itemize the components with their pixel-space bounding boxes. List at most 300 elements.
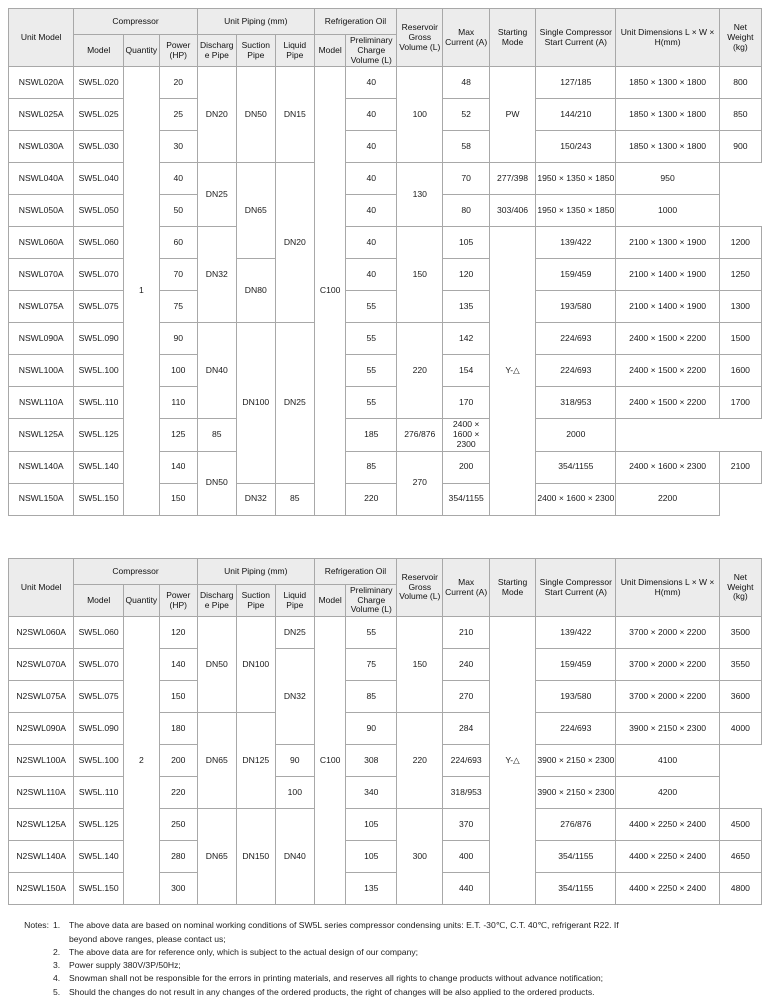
cell-unit-model: N2SWL140A bbox=[9, 841, 74, 873]
header-refrigeration-oil: Refrigeration Oil bbox=[314, 9, 396, 35]
cell-reservoir: 150 bbox=[397, 617, 443, 713]
cell-dimensions: 4400 × 2250 × 2400 bbox=[616, 809, 719, 841]
cell-unit-model: NSWL020A bbox=[9, 67, 74, 99]
cell-power: 90 bbox=[159, 323, 197, 355]
cell-dimensions: 1950 × 1350 × 1850 bbox=[536, 195, 616, 227]
cell-unit-model: NSWL030A bbox=[9, 131, 74, 163]
cell-compressor-model: SW5L.150 bbox=[74, 873, 124, 905]
table-row bbox=[9, 681, 762, 713]
table-row bbox=[9, 99, 762, 131]
cell-unit-model: NSWL050A bbox=[9, 195, 74, 227]
cell-unit-model: N2SWL070A bbox=[9, 649, 74, 681]
cell-start-current: 150/243 bbox=[536, 131, 616, 163]
header-reservoir-gross-volume: Reservoir Gross Volume (L) bbox=[397, 9, 443, 67]
cell-oil-volume: 55 bbox=[346, 355, 397, 387]
note-text: Should the changes do not result in any changes of the ordered products, the right of changes will be also applied to the ordered products. bbox=[69, 986, 595, 997]
cell-discharge-pipe: DN50 bbox=[197, 617, 236, 713]
cell-net-weight: 1200 bbox=[719, 227, 761, 259]
table-row bbox=[9, 67, 762, 99]
cell-discharge-pipe: DN65 bbox=[197, 713, 236, 809]
cell-compressor-model: SW5L.070 bbox=[74, 259, 124, 291]
cell-quantity: 2 bbox=[123, 617, 159, 905]
cell-start-current: 159/459 bbox=[536, 259, 616, 291]
cell-compressor-model: SW5L.090 bbox=[74, 323, 124, 355]
cell-unit-model: NSWL100A bbox=[9, 355, 74, 387]
note-continuation: beyond above ranges, please contact us; bbox=[69, 933, 226, 944]
cell-power: 300 bbox=[159, 873, 197, 905]
cell-oil-volume: 105 bbox=[346, 841, 397, 873]
cell-start-current: 276/876 bbox=[536, 809, 616, 841]
cell-unit-model: N2SWL100A bbox=[9, 745, 74, 777]
notes-block bbox=[13, 919, 757, 999]
note-text: Snowman shall not be responsible for the errors in printing materials, and reserves all rights to change products without advance notification; bbox=[69, 973, 604, 984]
cell-oil-volume: 55 bbox=[346, 323, 397, 355]
header-unit-model: Unit Model bbox=[9, 9, 74, 67]
cell-compressor-model: SW5L.025 bbox=[74, 99, 124, 131]
cell-max-current: 170 bbox=[443, 387, 489, 419]
cell-unit-model: NSWL060A bbox=[9, 227, 74, 259]
cell-starting-mode: PW bbox=[489, 67, 535, 163]
cell-liquid-pipe: DN32 bbox=[236, 483, 275, 515]
cell-start-current: 277/398 bbox=[489, 163, 535, 195]
table-row bbox=[9, 387, 762, 419]
cell-oil-volume: 90 bbox=[346, 713, 397, 745]
cell-liquid-pipe: DN32 bbox=[275, 649, 314, 745]
header-net-weight: Net Weight (kg) bbox=[719, 9, 761, 67]
note-number: 1. bbox=[53, 920, 61, 931]
note-item bbox=[13, 919, 757, 932]
cell-max-current: 80 bbox=[443, 195, 489, 227]
cell-compressor-model: SW5L.125 bbox=[74, 809, 124, 841]
cell-dimensions: 2400 × 1500 × 2200 bbox=[616, 355, 719, 387]
cell-suction-pipe: DN80 bbox=[236, 259, 275, 323]
cell-compressor-model: SW5L.100 bbox=[74, 355, 124, 387]
cell-start-current: 354/1155 bbox=[443, 483, 489, 515]
cell-dimensions: 2400 × 1600 × 2300 bbox=[443, 419, 489, 452]
cell-net-weight: 2200 bbox=[616, 483, 719, 515]
header-oil-model: Model bbox=[314, 584, 346, 616]
cell-power: 120 bbox=[159, 617, 197, 649]
cell-power: 180 bbox=[159, 713, 197, 745]
cell-liquid-pipe: DN15 bbox=[275, 67, 314, 163]
cell-start-current: 224/693 bbox=[536, 323, 616, 355]
header-refrigeration-oil: Refrigeration Oil bbox=[314, 558, 396, 584]
cell-dimensions: 2100 × 1400 × 1900 bbox=[616, 291, 719, 323]
cell-oil-volume: 55 bbox=[346, 387, 397, 419]
cell-compressor-model: SW5L.140 bbox=[74, 841, 124, 873]
header-unit-piping: Unit Piping (mm) bbox=[197, 558, 314, 584]
cell-discharge-pipe: DN25 bbox=[197, 163, 236, 227]
table-row bbox=[9, 617, 762, 649]
header-suction-pipe: Suction Pipe bbox=[236, 584, 275, 616]
table-row bbox=[9, 713, 762, 745]
header-suction-pipe: Suction Pipe bbox=[236, 35, 275, 67]
cell-oil-volume: 55 bbox=[346, 617, 397, 649]
cell-power: 30 bbox=[159, 131, 197, 163]
table-row bbox=[9, 649, 762, 681]
table-spacer bbox=[8, 516, 762, 558]
cell-start-current: 224/693 bbox=[536, 713, 616, 745]
cell-dimensions: 1850 × 1300 × 1800 bbox=[616, 131, 719, 163]
cell-dimensions: 3700 × 2000 × 2200 bbox=[616, 681, 719, 713]
cell-unit-model: NSWL110A bbox=[9, 387, 74, 419]
table-row bbox=[9, 841, 762, 873]
cell-power: 25 bbox=[159, 99, 197, 131]
cell-start-current: 354/1155 bbox=[536, 841, 616, 873]
cell-start-current: 159/459 bbox=[536, 649, 616, 681]
cell-net-weight: 4500 bbox=[719, 809, 761, 841]
cell-discharge-pipe: DN50 bbox=[197, 451, 236, 515]
header-power: Power (HP) bbox=[159, 35, 197, 67]
cell-oil-volume: 40 bbox=[346, 131, 397, 163]
cell-max-current: 135 bbox=[443, 291, 489, 323]
note-item bbox=[13, 946, 757, 959]
cell-unit-model: N2SWL075A bbox=[9, 681, 74, 713]
note-number: 2. bbox=[53, 946, 61, 957]
cell-power: 40 bbox=[159, 163, 197, 195]
cell-unit-model: NSWL025A bbox=[9, 99, 74, 131]
table-row bbox=[9, 259, 762, 291]
cell-net-weight: 4800 bbox=[719, 873, 761, 905]
cell-net-weight: 3550 bbox=[719, 649, 761, 681]
cell-start-current: 224/693 bbox=[443, 745, 489, 777]
cell-compressor-model: SW5L.070 bbox=[74, 649, 124, 681]
cell-power: 75 bbox=[159, 291, 197, 323]
header-liquid-pipe: Liquid Pipe bbox=[275, 35, 314, 67]
header-max-current: Max Current (A) bbox=[443, 9, 489, 67]
cell-suction-pipe: DN50 bbox=[236, 67, 275, 163]
cell-start-current: 354/1155 bbox=[536, 451, 616, 483]
cell-oil-model: C100 bbox=[314, 67, 346, 516]
cell-max-current: 340 bbox=[346, 777, 397, 809]
cell-liquid-pipe: DN25 bbox=[275, 617, 314, 649]
cell-starting-mode: Y-△ bbox=[489, 617, 535, 905]
cell-compressor-model: SW5L.125 bbox=[74, 419, 124, 452]
cell-suction-pipe: DN65 bbox=[236, 163, 275, 259]
cell-start-current: 193/580 bbox=[536, 681, 616, 713]
table-row bbox=[9, 419, 762, 452]
note-text: The above data are for reference only, which is subject to the actual design of our company; bbox=[69, 946, 419, 957]
cell-power: 140 bbox=[159, 649, 197, 681]
cell-dimensions: 3900 × 2150 × 2300 bbox=[536, 777, 616, 809]
cell-max-current: 58 bbox=[443, 131, 489, 163]
cell-unit-model: NSWL070A bbox=[9, 259, 74, 291]
header-max-current: Max Current (A) bbox=[443, 558, 489, 616]
cell-net-weight: 900 bbox=[719, 131, 761, 163]
cell-compressor-model: SW5L.040 bbox=[74, 163, 124, 195]
cell-oil-volume: 85 bbox=[275, 483, 314, 515]
cell-reservoir: 220 bbox=[397, 323, 443, 419]
cell-oil-volume: 85 bbox=[197, 419, 236, 452]
cell-max-current: 200 bbox=[443, 451, 489, 483]
cell-discharge-pipe: DN65 bbox=[197, 809, 236, 905]
cell-reservoir: 270 bbox=[397, 451, 443, 515]
header-compressor-model: Model bbox=[74, 35, 124, 67]
cell-reservoir: 220 bbox=[397, 713, 443, 809]
cell-oil-volume: 105 bbox=[346, 809, 397, 841]
cell-discharge-pipe: DN20 bbox=[197, 67, 236, 163]
cell-discharge-pipe: DN32 bbox=[197, 227, 236, 323]
cell-start-current: 276/876 bbox=[397, 419, 443, 452]
cell-power: 140 bbox=[159, 451, 197, 483]
cell-compressor-model: SW5L.060 bbox=[74, 617, 124, 649]
table-row bbox=[9, 873, 762, 905]
cell-oil-volume: 85 bbox=[346, 681, 397, 713]
cell-power: 110 bbox=[159, 387, 197, 419]
cell-dimensions: 3900 × 2150 × 2300 bbox=[536, 745, 616, 777]
cell-start-current: 144/210 bbox=[536, 99, 616, 131]
cell-net-weight: 2100 bbox=[719, 451, 761, 483]
cell-start-current: 224/693 bbox=[536, 355, 616, 387]
note-number: 4. bbox=[53, 973, 61, 984]
cell-max-current: 210 bbox=[443, 617, 489, 649]
cell-max-current: 120 bbox=[443, 259, 489, 291]
table-row bbox=[9, 323, 762, 355]
cell-power: 50 bbox=[159, 195, 197, 227]
cell-reservoir: 130 bbox=[397, 163, 443, 227]
table-row bbox=[9, 777, 762, 809]
cell-net-weight: 4000 bbox=[719, 713, 761, 745]
cell-unit-model: N2SWL060A bbox=[9, 617, 74, 649]
header-unit-piping: Unit Piping (mm) bbox=[197, 9, 314, 35]
cell-net-weight: 4650 bbox=[719, 841, 761, 873]
cell-dimensions: 3700 × 2000 × 2200 bbox=[616, 649, 719, 681]
cell-start-current: 193/580 bbox=[536, 291, 616, 323]
cell-net-weight: 2000 bbox=[536, 419, 616, 452]
cell-power: 150 bbox=[159, 681, 197, 713]
cell-liquid-pipe: DN25 bbox=[275, 323, 314, 484]
cell-starting-mode: Y-△ bbox=[489, 227, 535, 516]
note-item bbox=[13, 959, 757, 972]
header-unit-dimensions: Unit Dimensions L × W × H(mm) bbox=[616, 9, 719, 67]
header-power: Power (HP) bbox=[159, 584, 197, 616]
cell-net-weight: 1300 bbox=[719, 291, 761, 323]
cell-max-current: 440 bbox=[443, 873, 489, 905]
cell-dimensions: 2100 × 1300 × 1900 bbox=[616, 227, 719, 259]
cell-reservoir: 150 bbox=[397, 227, 443, 323]
cell-compressor-model: SW5L.020 bbox=[74, 67, 124, 99]
cell-max-current: 400 bbox=[443, 841, 489, 873]
cell-max-current: 185 bbox=[346, 419, 397, 452]
cell-max-current: 70 bbox=[443, 163, 489, 195]
note-text: Power supply 380V/3P/50Hz; bbox=[69, 960, 181, 971]
cell-max-current: 105 bbox=[443, 227, 489, 259]
cell-oil-model: C100 bbox=[314, 617, 346, 905]
header-preliminary-charge-volume: Preliminary Charge Volume (L) bbox=[346, 584, 397, 616]
cell-dimensions: 1950 × 1350 × 1850 bbox=[536, 163, 616, 195]
cell-oil-volume: 40 bbox=[346, 227, 397, 259]
cell-net-weight: 1000 bbox=[616, 195, 719, 227]
table-row bbox=[9, 355, 762, 387]
cell-net-weight: 3500 bbox=[719, 617, 761, 649]
note-number: 3. bbox=[53, 960, 61, 971]
cell-oil-volume: 40 bbox=[346, 99, 397, 131]
header-compressor: Compressor bbox=[74, 558, 197, 584]
header-start-current: Single Compressor Start Current (A) bbox=[536, 9, 616, 67]
cell-oil-volume: 40 bbox=[346, 259, 397, 291]
header-discharge-pipe: Discharge Pipe bbox=[197, 35, 236, 67]
cell-net-weight: 4200 bbox=[616, 777, 719, 809]
table-row bbox=[9, 227, 762, 259]
cell-compressor-model: SW5L.110 bbox=[74, 777, 124, 809]
cell-max-current: 142 bbox=[443, 323, 489, 355]
cell-quantity: 1 bbox=[123, 67, 159, 516]
note-number: 5. bbox=[53, 986, 61, 997]
cell-unit-model: NSWL150A bbox=[9, 483, 74, 515]
cell-compressor-model: SW5L.150 bbox=[74, 483, 124, 515]
cell-oil-volume: 40 bbox=[346, 163, 397, 195]
cell-oil-volume: 75 bbox=[346, 649, 397, 681]
cell-power: 280 bbox=[159, 841, 197, 873]
cell-power: 220 bbox=[159, 777, 197, 809]
cell-start-current: 303/406 bbox=[489, 195, 535, 227]
header-starting-mode: Starting Mode bbox=[489, 9, 535, 67]
cell-suction-pipe: DN100 bbox=[236, 323, 275, 484]
header-net-weight: Net Weight (kg) bbox=[719, 558, 761, 616]
cell-dimensions: 2400 × 1500 × 2200 bbox=[616, 387, 719, 419]
cell-oil-volume: 85 bbox=[346, 451, 397, 483]
cell-oil-volume: 55 bbox=[346, 291, 397, 323]
cell-oil-volume: 135 bbox=[346, 873, 397, 905]
table-row bbox=[9, 483, 762, 515]
table-row bbox=[9, 163, 762, 195]
cell-suction-pipe: DN150 bbox=[236, 809, 275, 905]
header-oil-model: Model bbox=[314, 35, 346, 67]
cell-oil-volume: 90 bbox=[275, 745, 314, 777]
cell-compressor-model: SW5L.050 bbox=[74, 195, 124, 227]
cell-start-current: 318/953 bbox=[536, 387, 616, 419]
cell-dimensions: 1850 × 1300 × 1800 bbox=[616, 67, 719, 99]
header-unit-model: Unit Model bbox=[9, 558, 74, 616]
cell-unit-model: NSWL090A bbox=[9, 323, 74, 355]
cell-compressor-model: SW5L.030 bbox=[74, 131, 124, 163]
cell-compressor-model: SW5L.075 bbox=[74, 291, 124, 323]
cell-max-current: 48 bbox=[443, 67, 489, 99]
cell-unit-model: N2SWL125A bbox=[9, 809, 74, 841]
cell-compressor-model: SW5L.110 bbox=[74, 387, 124, 419]
cell-dimensions: 2400 × 1500 × 2200 bbox=[616, 323, 719, 355]
cell-power: 70 bbox=[159, 259, 197, 291]
header-reservoir-gross-volume: Reservoir Gross Volume (L) bbox=[397, 558, 443, 616]
cell-reservoir: 300 bbox=[397, 809, 443, 905]
cell-power: 100 bbox=[159, 355, 197, 387]
cell-net-weight: 1700 bbox=[719, 387, 761, 419]
cell-dimensions: 2100 × 1400 × 1900 bbox=[616, 259, 719, 291]
cell-power: 60 bbox=[159, 227, 197, 259]
cell-net-weight: 4100 bbox=[616, 745, 719, 777]
cell-compressor-model: SW5L.075 bbox=[74, 681, 124, 713]
cell-max-current: 308 bbox=[346, 745, 397, 777]
cell-net-weight: 1500 bbox=[719, 323, 761, 355]
cell-dimensions: 4400 × 2250 × 2400 bbox=[616, 841, 719, 873]
cell-start-current: 318/953 bbox=[443, 777, 489, 809]
cell-liquid-pipe: DN20 bbox=[275, 163, 314, 323]
note-item bbox=[13, 986, 757, 999]
cell-net-weight: 1600 bbox=[719, 355, 761, 387]
cell-start-current: 354/1155 bbox=[536, 873, 616, 905]
cell-suction-pipe: DN125 bbox=[236, 713, 275, 809]
cell-unit-model: NSWL040A bbox=[9, 163, 74, 195]
spec-table-dual-compressor bbox=[8, 558, 762, 905]
cell-compressor-model: SW5L.060 bbox=[74, 227, 124, 259]
cell-dimensions: 2400 × 1600 × 2300 bbox=[536, 483, 616, 515]
header-unit-dimensions: Unit Dimensions L × W × H(mm) bbox=[616, 558, 719, 616]
spec-table-single-compressor bbox=[8, 8, 762, 516]
cell-net-weight: 1250 bbox=[719, 259, 761, 291]
cell-compressor-model: SW5L.100 bbox=[74, 745, 124, 777]
cell-liquid-pipe: DN40 bbox=[275, 809, 314, 905]
cell-unit-model: NSWL125A bbox=[9, 419, 74, 452]
header-preliminary-charge-volume: Preliminary Charge Volume (L) bbox=[346, 35, 397, 67]
cell-compressor-model: SW5L.090 bbox=[74, 713, 124, 745]
table-row bbox=[9, 745, 762, 777]
cell-net-weight: 950 bbox=[616, 163, 719, 195]
cell-dimensions: 2400 × 1600 × 2300 bbox=[616, 451, 719, 483]
cell-dimensions: 3700 × 2000 × 2200 bbox=[616, 617, 719, 649]
cell-dimensions: 3900 × 2150 × 2300 bbox=[616, 713, 719, 745]
table-row bbox=[9, 809, 762, 841]
cell-power: 20 bbox=[159, 67, 197, 99]
header-compressor-model: Model bbox=[74, 584, 124, 616]
cell-unit-model: NSWL075A bbox=[9, 291, 74, 323]
notes-label: Notes: bbox=[24, 920, 49, 931]
cell-unit-model: N2SWL150A bbox=[9, 873, 74, 905]
header-quantity: Quantity bbox=[123, 584, 159, 616]
cell-max-current: 154 bbox=[443, 355, 489, 387]
cell-unit-model: N2SWL090A bbox=[9, 713, 74, 745]
cell-unit-model: N2SWL110A bbox=[9, 777, 74, 809]
cell-power: 250 bbox=[159, 809, 197, 841]
cell-oil-volume: 100 bbox=[275, 777, 314, 809]
cell-max-current: 370 bbox=[443, 809, 489, 841]
cell-oil-volume: 40 bbox=[346, 67, 397, 99]
cell-max-current: 270 bbox=[443, 681, 489, 713]
table-row bbox=[9, 131, 762, 163]
cell-compressor-model: SW5L.140 bbox=[74, 451, 124, 483]
cell-power: 125 bbox=[159, 419, 197, 452]
cell-discharge-pipe: DN40 bbox=[197, 323, 236, 419]
header-start-current: Single Compressor Start Current (A) bbox=[536, 558, 616, 616]
cell-suction-pipe: DN100 bbox=[236, 617, 275, 713]
table-row bbox=[9, 451, 762, 483]
cell-max-current: 284 bbox=[443, 713, 489, 745]
cell-dimensions: 4400 × 2250 × 2400 bbox=[616, 873, 719, 905]
note-text: The above data are based on nominal working conditions of SW5L series compressor condensing units: E.T. -30℃, C.T. 40℃, refrigerant R22. If bbox=[69, 920, 619, 931]
cell-dimensions: 1850 × 1300 × 1800 bbox=[616, 99, 719, 131]
cell-start-current: 139/422 bbox=[536, 617, 616, 649]
cell-max-current: 52 bbox=[443, 99, 489, 131]
header-starting-mode: Starting Mode bbox=[489, 558, 535, 616]
header-liquid-pipe: Liquid Pipe bbox=[275, 584, 314, 616]
table-row bbox=[9, 195, 762, 227]
note-item bbox=[13, 972, 757, 985]
cell-max-current: 240 bbox=[443, 649, 489, 681]
cell-max-current: 220 bbox=[346, 483, 397, 515]
cell-start-current: 127/185 bbox=[536, 67, 616, 99]
cell-power: 200 bbox=[159, 745, 197, 777]
cell-reservoir: 100 bbox=[397, 67, 443, 163]
cell-oil-volume: 40 bbox=[346, 195, 397, 227]
cell-net-weight: 800 bbox=[719, 67, 761, 99]
header-compressor: Compressor bbox=[74, 9, 197, 35]
header-quantity: Quantity bbox=[123, 35, 159, 67]
cell-power: 150 bbox=[159, 483, 197, 515]
cell-net-weight: 3600 bbox=[719, 681, 761, 713]
cell-unit-model: NSWL140A bbox=[9, 451, 74, 483]
header-discharge-pipe: Discharge Pipe bbox=[197, 584, 236, 616]
cell-net-weight: 850 bbox=[719, 99, 761, 131]
table-row bbox=[9, 291, 762, 323]
